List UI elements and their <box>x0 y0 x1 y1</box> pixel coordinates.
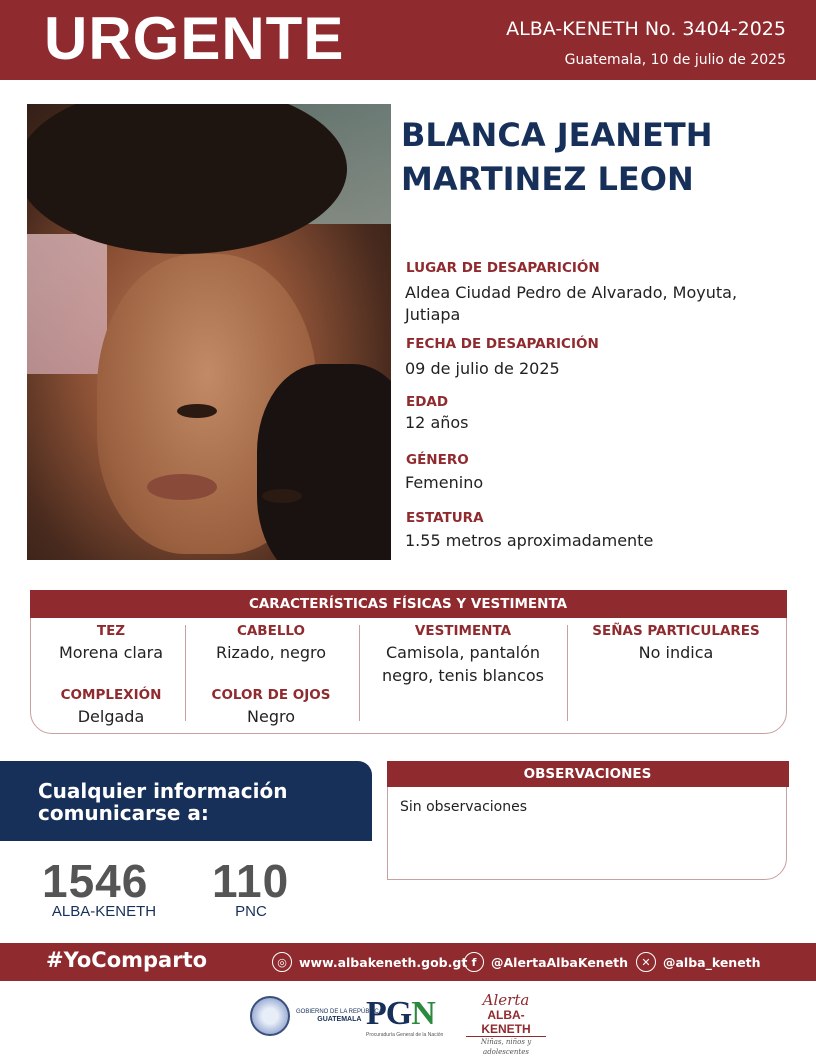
alba-logo-mid: ALBA-KENETH <box>466 1008 546 1037</box>
height-label: ESTATURA <box>406 510 484 526</box>
facebook-icon: f <box>464 952 484 972</box>
globe-icon: ◎ <box>272 952 292 972</box>
x-link[interactable] <box>636 952 761 972</box>
alba-keneth-logo <box>466 992 546 1056</box>
hair-value: Rizado, negro <box>215 643 327 662</box>
age-label: EDAD <box>406 394 449 410</box>
distinguishing-marks-value: No indica <box>638 643 714 662</box>
date-label: FECHA DE DESAPARICIÓN <box>406 336 599 352</box>
distinguishing-marks-label: SEÑAS PARTICULARES <box>592 623 760 639</box>
gov-line2: GUATEMALA <box>317 1016 362 1023</box>
characteristics-title: CARACTERÍSTICAS FÍSICAS Y VESTIMENTA <box>30 590 787 618</box>
person-name: BLANCA JEANETH MARTINEZ LEON <box>401 116 713 198</box>
missing-person-photo <box>27 104 391 560</box>
contact-text: Cualquier información comunicarse a: <box>38 779 288 825</box>
x-text: @alba_keneth <box>663 954 761 970</box>
government-logo <box>250 996 383 1036</box>
website-text: www.albakeneth.gob.gt <box>299 954 468 970</box>
gender-label: GÉNERO <box>406 452 469 468</box>
pnc-number: 110 <box>212 855 290 907</box>
pgn-subtitle: Procuraduría General de la Nación <box>366 1032 444 1038</box>
alba-keneth-number: 1546 <box>42 855 149 907</box>
website-link[interactable] <box>272 952 467 972</box>
logos-row <box>0 991 816 1056</box>
x-icon: ✕ <box>636 952 656 972</box>
eye-color-label: COLOR DE OJOS <box>211 687 331 703</box>
hair-label: CABELLO <box>236 623 306 639</box>
eye-color-value: Negro <box>247 707 295 726</box>
observations-title: OBSERVACIONES <box>387 761 789 787</box>
clothing-value: Camisola, pantalón negro, tenis blancos <box>382 643 544 685</box>
facebook-link[interactable] <box>464 952 628 972</box>
guatemala-seal-icon <box>250 996 290 1036</box>
header-bar <box>0 0 816 80</box>
alert-date: Guatemala, 10 de julio de 2025 <box>564 52 786 68</box>
date-value: 09 de julio de 2025 <box>405 359 560 378</box>
characteristics-box <box>30 590 787 734</box>
gov-line1: GOBIERNO DE LA REPÚBLICA <box>296 1009 383 1015</box>
column-divider <box>359 625 360 721</box>
pnc-label: PNC <box>235 903 267 920</box>
column-divider <box>185 625 186 721</box>
hashtag: #YoComparto <box>46 948 208 972</box>
clothing-label: VESTIMENTA <box>414 623 512 639</box>
column-divider <box>567 625 568 721</box>
gender-value: Femenino <box>405 473 484 492</box>
alba-logo-top: Alerta <box>482 991 530 1009</box>
urgent-title: URGENTE <box>44 5 345 72</box>
contact-banner <box>0 761 372 841</box>
height-value: 1.55 metros aproximadamente <box>405 531 654 550</box>
place-value: Aldea Ciudad Pedro de Alvarado, Moyuta, Jutiapa <box>405 283 738 324</box>
age-value: 12 años <box>405 413 469 432</box>
tez-value: Morena clara <box>58 643 164 662</box>
tez-label: TEZ <box>96 623 126 639</box>
pgn-logo: PGN Procuraduría General de la Nación <box>366 995 444 1038</box>
complexion-value: Delgada <box>77 707 145 726</box>
place-label: LUGAR DE DESAPARICIÓN <box>406 260 600 276</box>
facebook-text: @AlertaAlbaKeneth <box>491 954 629 970</box>
observations-box <box>387 761 787 880</box>
complexion-label: COMPLEXIÓN <box>60 687 162 703</box>
observations-text: Sin observaciones <box>400 799 528 815</box>
alba-keneth-label: ALBA-KENETH <box>51 903 157 920</box>
footer-bar <box>0 943 816 981</box>
alert-number: ALBA-KENETH No. 3404-2025 <box>506 18 786 40</box>
alba-logo-sub: Niñas, niños y adolescentes <box>480 1038 532 1056</box>
